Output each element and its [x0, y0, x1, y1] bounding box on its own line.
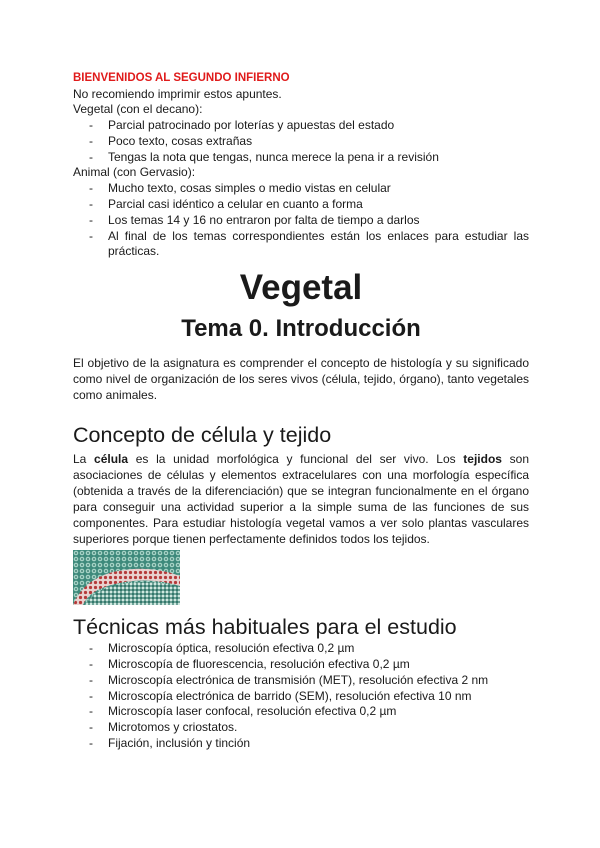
animal-heading: Animal (con Gervasio):	[73, 165, 196, 180]
list-item: - Microtomos y criostatos.	[73, 720, 529, 736]
cell-paragraph	[73, 451, 529, 547]
list-item: - Tengas la nota que tengas, nunca merece la pena ir a revisión	[73, 150, 529, 166]
list-item: - Microscopía electrónica de transmisión (MET), resolución efectiva 2 nm	[73, 673, 529, 689]
list-item: - Parcial patrocinado por loterías y apuestas del estado	[73, 118, 529, 134]
text-run: son asociaciones de células y elementos extracelulares con una morfología específica (obtenida a través de la diferenciación) que se integran funcionalmente en el órgano para conseguir una actividad superior a la simple suma de las funciones de sus componentes. Para estudiar histología vegetal vamos a ver solo plantas vasculares superiores porque tienen perfectamente definidos todos los tejidos.	[73, 452, 529, 547]
vegetal-heading: Vegetal (con el decano):	[73, 102, 203, 117]
term-celula: célula	[94, 452, 129, 467]
techniques-list	[73, 641, 529, 752]
content	[73, 71, 529, 752]
objective-paragraph: El objetivo de la asignatura es comprender el concepto de histología y su significado como nivel de organización de los seres vivos (célula, tejido, órgano), tanto vegetales como animales.	[73, 356, 529, 403]
list-item: - Los temas 14 y 16 no entraron por falta de tiempo a darlos	[73, 213, 529, 229]
list-item: - Parcial casi idéntico a celular en cuanto a forma	[73, 197, 529, 213]
vegetal-list	[73, 118, 529, 165]
list-item: - Microscopía electrónica de barrido (SEM), resolución efectiva 10 nm	[73, 689, 529, 705]
text-run: es la unidad morfológica y funcional del ser vivo. Los	[128, 452, 464, 467]
term-tejidos: tejidos	[463, 452, 502, 467]
section-heading-techniques: Técnicas más habituales para el estudio	[73, 615, 457, 640]
micrograph-image	[73, 550, 180, 605]
print-note: No recomiendo imprimir estos apuntes.	[73, 86, 282, 101]
list-item: - Al final de los temas correspondientes están los enlaces para estudiar las prácticas.	[73, 229, 529, 261]
list-item: - Microscopía óptica, resolución efectiva 0,2 µm	[73, 641, 529, 657]
text-run: La	[73, 452, 95, 467]
animal-list	[73, 181, 529, 260]
list-item: - Fijación, inclusión y tinción	[73, 736, 529, 752]
section-heading-cell: Concepto de célula y tejido	[73, 423, 332, 448]
list-item: - Microscopía de fluorescencia, resolución efectiva 0,2 µm	[73, 657, 529, 673]
welcome-banner: BIENVENIDOS AL SEGUNDO INFIERNO	[73, 72, 290, 84]
list-item: - Microscopía laser confocal, resolución efectiva 0,2 µm	[73, 704, 529, 720]
tema-title: Tema 0. Introducción	[181, 315, 421, 343]
page-title: Vegetal	[239, 268, 363, 308]
list-item: - Poco texto, cosas extrañas	[73, 134, 529, 150]
list-item: - Mucho texto, cosas simples o medio vistas en celular	[73, 181, 529, 197]
